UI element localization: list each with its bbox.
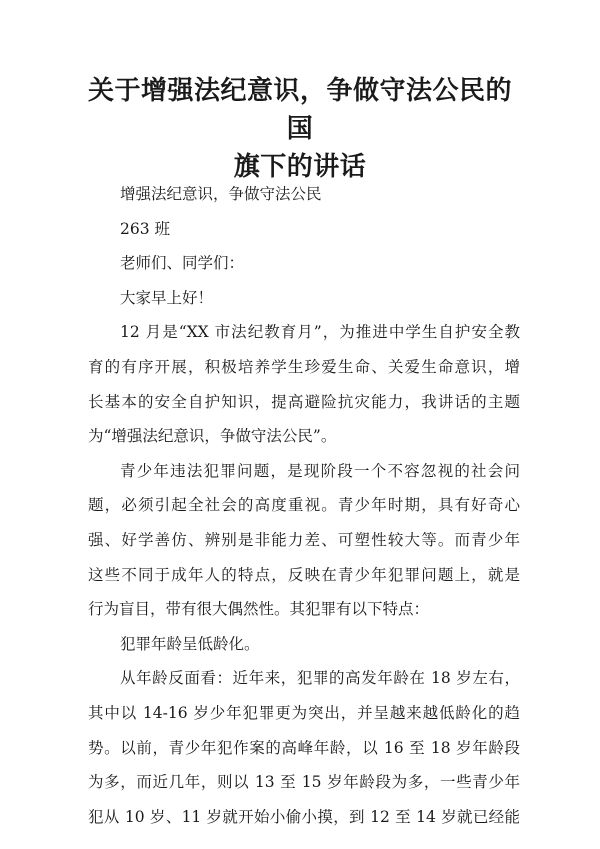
- text-line: 犯从 10 岁、11 岁就开始小偷小摸，到 12 至 14 岁就已经能: [88, 807, 520, 826]
- text-line: 增强法纪意识，争做守法公民: [120, 185, 322, 203]
- text-line: 题，必须引起全社会的高度重视。青少年时期，具有好奇心: [88, 496, 520, 515]
- text-line: 老师们、同学们：: [120, 254, 245, 273]
- text-line: 长基本的安全自护知识，提高避险抗灾能力，我讲话的主题: [88, 392, 520, 411]
- text-line: 其中以 14-16 岁少年犯罪更为突出，并呈越来越低龄化的趋: [88, 703, 520, 722]
- text-line: 12 月是“XX 市法纪教育月”，为推进中学生自护安全教: [120, 323, 520, 342]
- text-line: 263 班: [120, 219, 171, 238]
- text-line: 育的有序开展，积极培养学生珍爱生命、关爱生命意识，增: [88, 357, 520, 376]
- text-line: 为“增强法纪意识，争做守法公民”。: [88, 427, 337, 446]
- text-line: 行为盲目，带有很大偶然性。其犯罪有以下特点：: [88, 600, 430, 619]
- text-line: 从年龄反面看：近年来，犯罪的高发年龄在 18 岁左右，: [120, 669, 520, 688]
- text-line: 犯罪年龄呈低龄化。: [120, 634, 260, 653]
- text-line: 为多，而近几年，则以 13 至 15 岁年龄段为多，一些青少年: [88, 773, 520, 792]
- text-line: 强、好学善仿、辨别是非能力差、可塑性较大等。而青少年: [88, 530, 520, 549]
- document-body: [88, 177, 520, 834]
- text-line: 这些不同于成年人的特点，反映在青少年犯罪问题上，就是: [88, 565, 520, 584]
- text-line: 势。以前，青少年犯作案的高峰年龄，以 16 至 18 岁年龄段: [88, 738, 520, 757]
- text-line: 青少年违法犯罪问题，是现阶段一个不容忽视的社会问: [120, 461, 520, 480]
- title-line-1: 关于增强法纪意识，争做守法公民的国: [87, 76, 512, 144]
- document-title: [80, 72, 520, 186]
- title-line-2: 旗下的讲话: [233, 152, 367, 182]
- text-line: 大家早上好！: [120, 288, 214, 307]
